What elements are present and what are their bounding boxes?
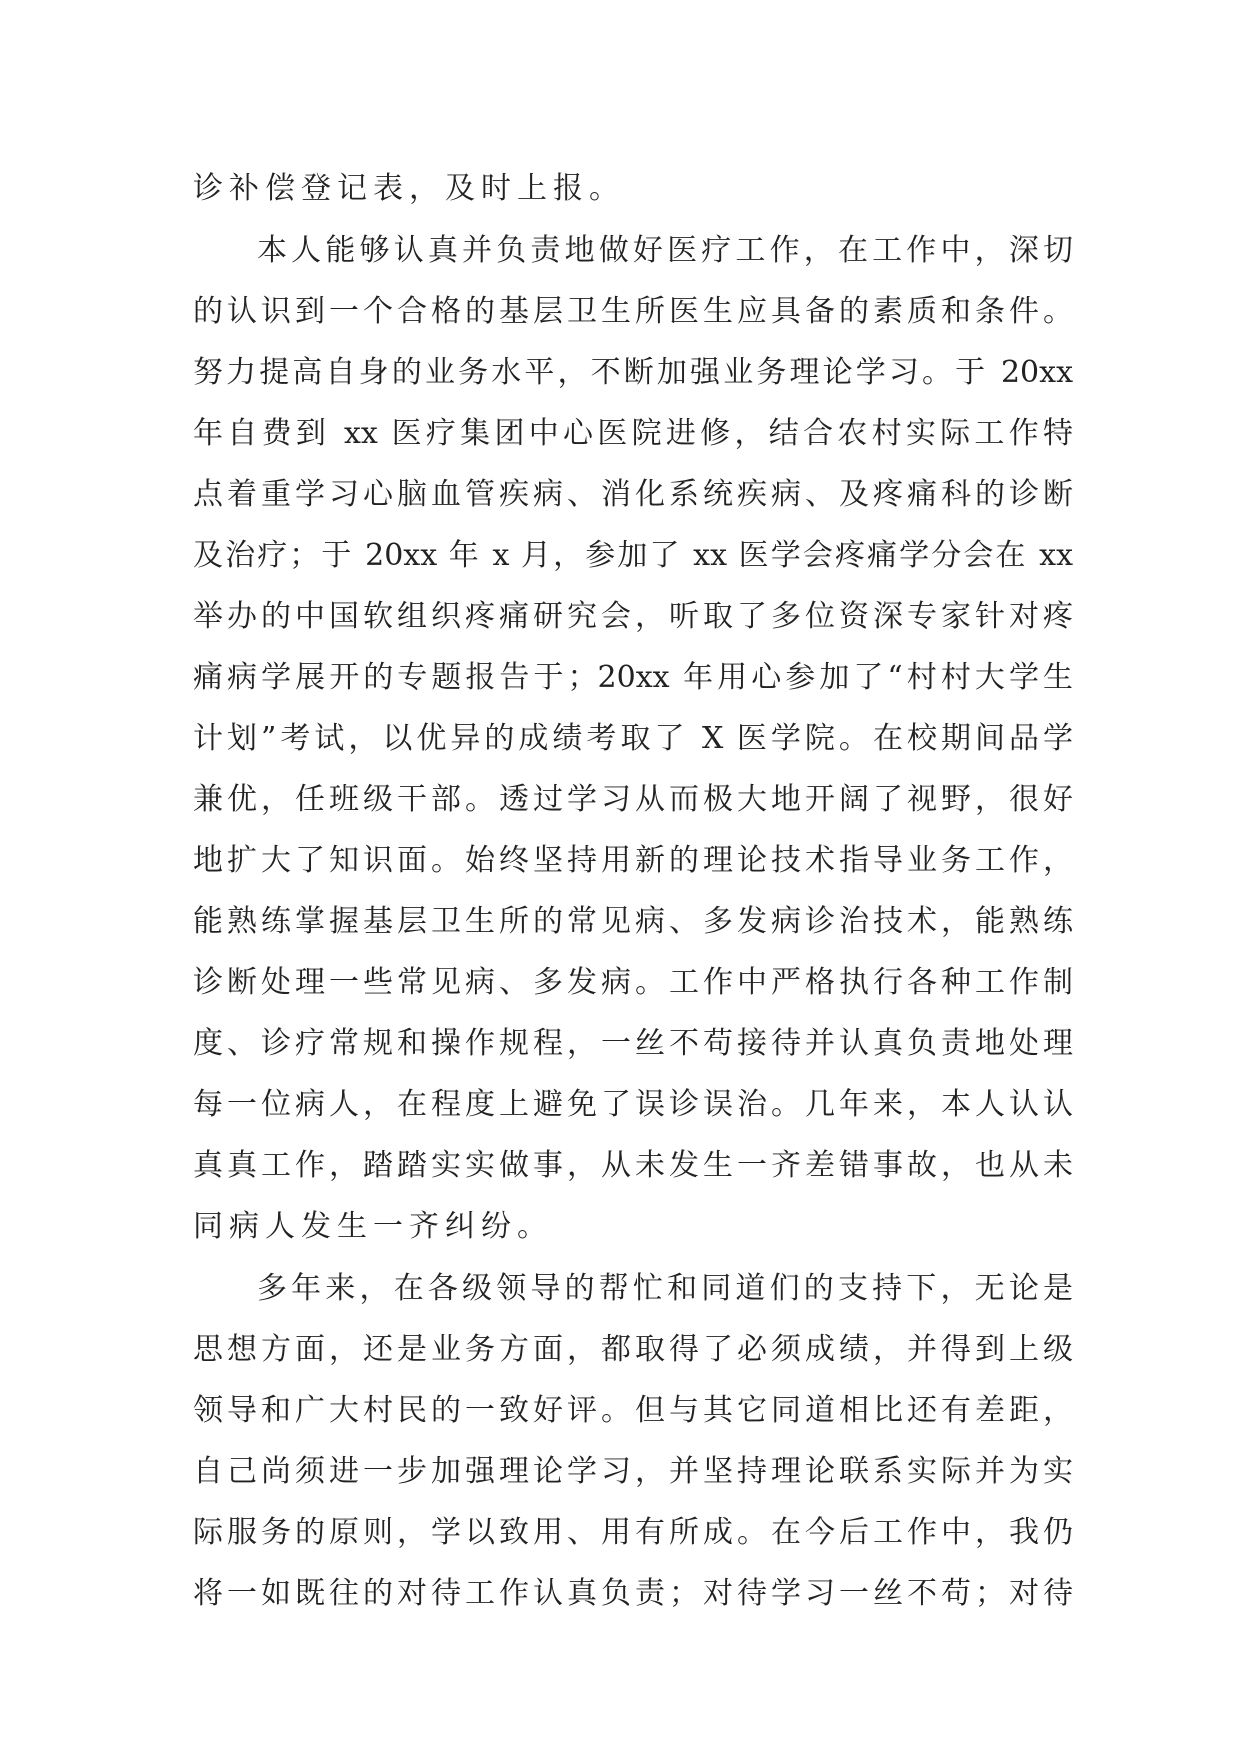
- paragraph-1: [193, 158, 1073, 219]
- text-line: 年自费到 xx 医疗集团中心医院进修，结合农村实际工作特: [193, 416, 1073, 451]
- paragraph-3: [193, 1258, 1073, 1624]
- text-line: 痛病学展开的专题报告于；20xx 年用心参加了“村村大学生: [193, 660, 1073, 695]
- paragraph-2: [193, 220, 1073, 1257]
- document-body: [193, 158, 1073, 1624]
- text-line: 点着重学习心脑血管疾病、消化系统疾病、及疼痛科的诊断: [193, 477, 1073, 512]
- text-line: 诊补偿登记表，及时上报。: [193, 171, 625, 206]
- text-line: 度、诊疗常规和操作规程，一丝不苟接待并认真负责地处理: [193, 1026, 1073, 1061]
- text-line: 努力提高自身的业务水平，不断加强业务理论学习。于 20xx: [193, 355, 1073, 390]
- text-line: 领导和广大村民的一致好评。但与其它同道相比还有差距，: [193, 1393, 1073, 1428]
- text-line: 自己尚须进一步加强理论学习，并坚持理论联系实际并为实: [193, 1454, 1073, 1489]
- text-line: 际服务的原则，学以致用、用有所成。在今后工作中，我仍: [193, 1515, 1073, 1550]
- text-line: 真真工作，踏踏实实做事，从未发生一齐差错事故，也从未: [193, 1148, 1073, 1183]
- text-line: 举办的中国软组织疼痛研究会，听取了多位资深专家针对疼: [193, 599, 1073, 634]
- text-line: 思想方面，还是业务方面，都取得了必须成绩，并得到上级: [193, 1332, 1073, 1367]
- text-line: 的认识到一个合格的基层卫生所医生应具备的素质和条件。: [193, 294, 1073, 329]
- text-line: 能熟练掌握基层卫生所的常见病、多发病诊治技术，能熟练: [193, 904, 1073, 939]
- text-line: 多年来，在各级领导的帮忙和同道们的支持下，无论是: [257, 1271, 1073, 1306]
- text-line: 同病人发生一齐纠纷。: [193, 1209, 553, 1244]
- text-line: 兼优，任班级干部。透过学习从而极大地开阔了视野，很好: [193, 782, 1073, 817]
- text-line: 诊断处理一些常见病、多发病。工作中严格执行各种工作制: [193, 965, 1073, 1000]
- text-line: 地扩大了知识面。始终坚持用新的理论技术指导业务工作，: [193, 843, 1073, 878]
- text-line: 计划”考试，以优异的成绩考取了 X 医学院。在校期间品学: [193, 721, 1073, 756]
- text-line: 本人能够认真并负责地做好医疗工作，在工作中，深切: [257, 233, 1073, 268]
- text-line: 将一如既往的对待工作认真负责；对待学习一丝不苟；对待: [193, 1576, 1073, 1611]
- text-line: 及治疗；于 20xx 年 x 月，参加了 xx 医学会疼痛学分会在 xx: [193, 538, 1073, 573]
- text-line: 每一位病人，在程度上避免了误诊误治。几年来，本人认认: [193, 1087, 1073, 1122]
